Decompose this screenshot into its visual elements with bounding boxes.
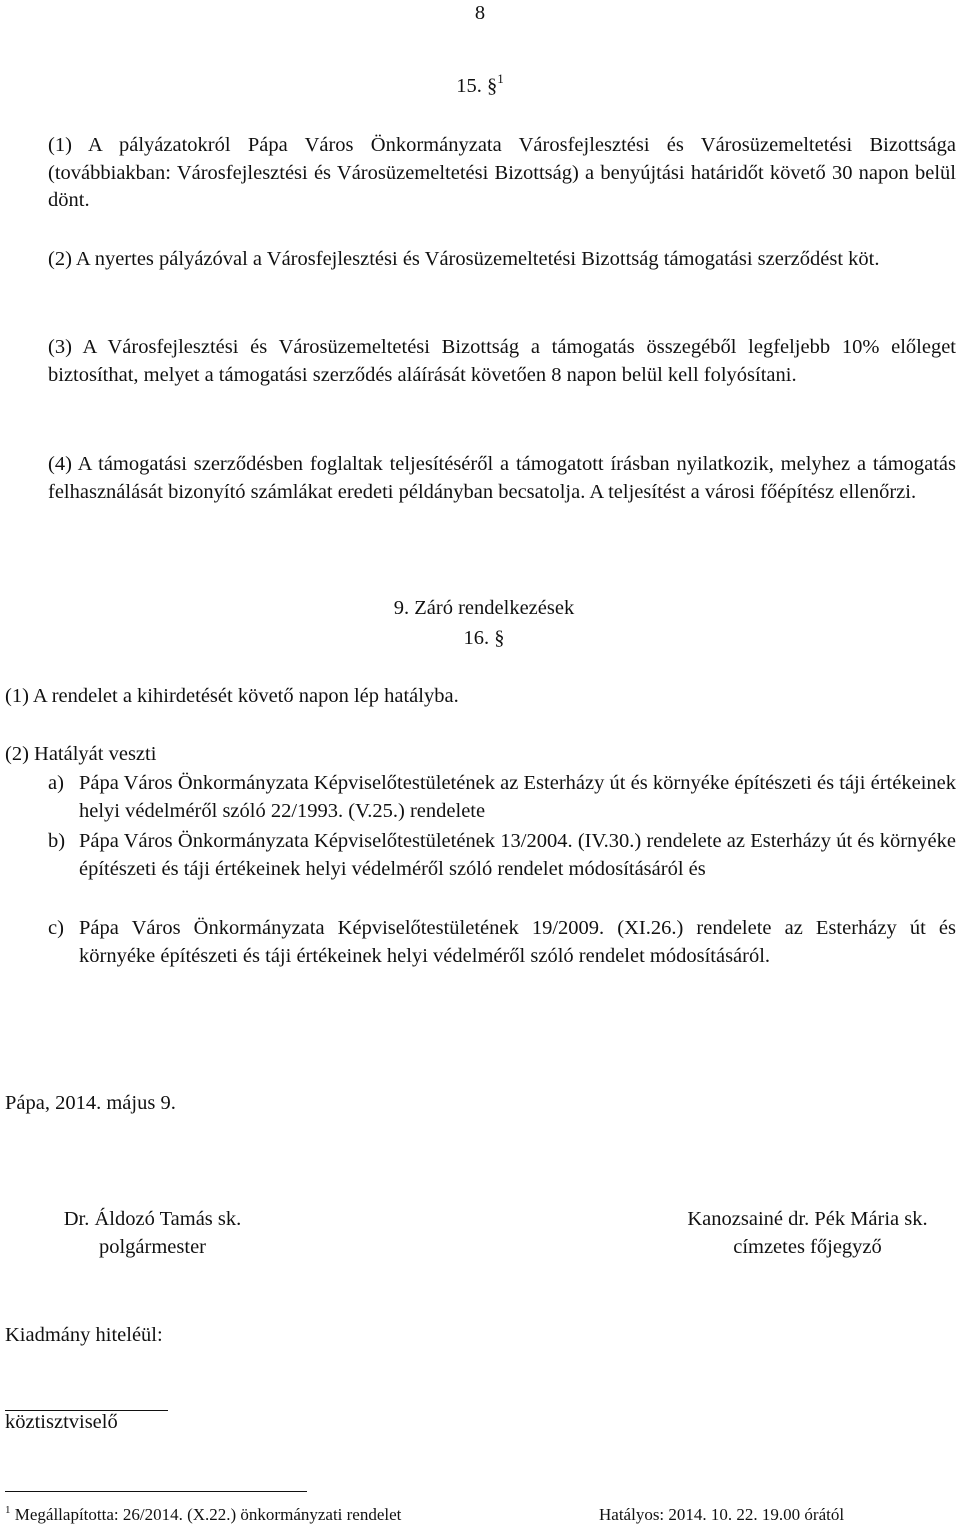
list-item-text: Pápa Város Önkormányzata Képviselőtestületének 19/2009. (XI.26.) rendelete az Esterházy út és környéke építészeti és táji értékeinek helyi védelméről szóló rendelet módosításáról. <box>79 917 956 967</box>
section-15-label: 15. § <box>456 75 498 97</box>
signature-left-name: Dr. Áldozó Tamás sk. <box>63 1208 242 1230</box>
section-16-paragraph-2-intro: (2) Hatályát veszti <box>5 743 157 765</box>
section-16-paragraph-1: (1) A rendelet a kihirdetését követő napon lép hatályba. <box>5 685 459 707</box>
list-item-text: Pápa Város Önkormányzata Képviselőtestületének az Esterházy út és környéke építészeti és táji értékeinek helyi védelméről szóló 22/1993. (V.25.) rendelete <box>79 772 956 822</box>
certification-signer: köztisztviselő <box>5 1411 118 1433</box>
signature-right-title: címzetes főjegyző <box>733 1235 882 1258</box>
chapter-title: 9. Záró rendelkezések <box>393 597 575 619</box>
section-15-paragraph-1: (1) A pályázatokról Pápa Város Önkormányzata Városfejlesztési és Városüzemeltetési Bizottsága (továbbiakban: Városfejlesztési és Városüzemeltetési Bizottság) a benyújtási határidőt követő 30 napon belül dönt. <box>48 134 956 211</box>
signature-right-name: Kanozsainé dr. Pék Mária sk. <box>687 1208 928 1230</box>
signature-right <box>650 1206 960 1261</box>
page-number: 8 <box>474 2 486 24</box>
signature-left-title: polgármester <box>98 1235 206 1258</box>
list-item <box>48 915 956 970</box>
list-item <box>48 770 956 825</box>
list-item-label: b) <box>48 830 66 852</box>
place-date: Pápa, 2014. május 9. <box>5 1092 176 1114</box>
section-15-paragraph-2: (2) A nyertes pályázóval a Városfejlesztési és Városüzemeltetési Bizottság támogatási szerződést köt. <box>48 248 880 270</box>
section-15-heading <box>0 73 960 101</box>
footnote-left-text: Megállapította: 26/2014. (X.22.) önkormányzati rendelet <box>14 1505 402 1524</box>
footnote-reference: 1 <box>497 71 504 86</box>
list-item-label: c) <box>48 917 64 939</box>
footnote-right-text: Hatályos: 2014. 10. 22. 19.00 órától <box>599 1505 845 1524</box>
section-15-paragraph-3: (3) A Városfejlesztési és Városüzemeltetési Bizottság a támogatás összegéből legfeljebb 10% előleget biztosíthat, melyet a támogatási szerződés aláírását követően 8 napon belül kell folyósítani. <box>48 336 956 386</box>
signature-left <box>20 1206 285 1261</box>
footnote-number: 1 <box>5 1504 11 1516</box>
certification-label: Kiadmány hiteléül: <box>5 1324 163 1346</box>
footnote <box>5 1504 401 1526</box>
section-15-paragraph-4: (4) A támogatási szerződésben foglaltak teljesítéséről a támogatott írásban nyilatkozik, melyhez a támogatás felhasználását bizonyító számlákat eredeti példányban becsatolja. A teljesítést a városi főépítész ellenőrzi. <box>48 453 956 503</box>
list-item-label: a) <box>48 772 64 794</box>
list-item <box>48 828 956 883</box>
section-16-heading: 16. § <box>463 627 505 649</box>
list-item-text: Pápa Város Önkormányzata Képviselőtestületének 13/2004. (IV.30.) rendelete az Esterházy út és környéke építészeti és táji értékeinek helyi védelméről szóló rendelet módosításáról és <box>79 830 956 880</box>
footnote-separator <box>5 1491 307 1492</box>
